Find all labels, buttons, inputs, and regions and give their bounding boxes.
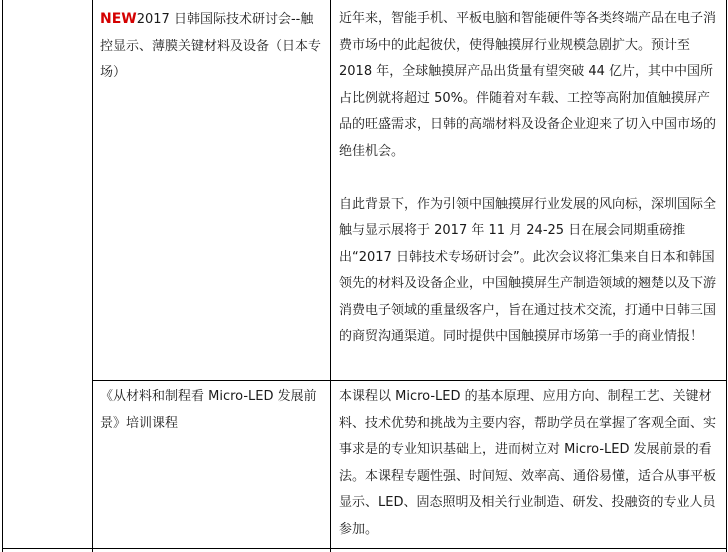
table-row	[0, 381, 728, 548]
description-paragraph: 本课程以 Micro-LED 的基本原理、应用方向、制程工艺、关键材料、技术优势和挑战为主要内容，帮助学员在掌握了客观全面、实事求是的专业知识基础上，进而树立对 Micro-LED 发展前景的看法。本课程专题性强、时间短、效率高、通俗易懂，适合从事平板显示、LED、固态照明及相关行业制造、研发、投融资的专业人员参加。	[339, 389, 717, 537]
row-title: 《从材料和制程看 Micro-LED 发展前景》培训课程	[100, 389, 317, 431]
row-description-cell	[339, 6, 719, 351]
table-bottom-border	[2, 548, 727, 549]
description-paragraph: 自此背景下，作为引领中国触摸屏行业发展的风向标，深圳国际全触与显示展将于 2017 年 11 月 24-25 日在展会同期重磅推出“2017 日韩技术专场研讨会”。此次会议将汇集来自日本和韩国领先的材料及设备企业，中国触摸屏生产制造领域的翘楚以及下游消费电子领域的重量级客户，旨在通过技术交流，打通中日韩三国的商贸沟通渠道。同时提供中国触摸屏市场第一手的商业情报！	[339, 196, 717, 344]
row-title-cell	[100, 384, 325, 437]
new-badge: NEW	[100, 11, 137, 27]
description-paragraph: 近年来，智能手机、平板电脑和智能硬件等各类终端产品在电子消费市场中的此起彼伏，使得触摸屏行业规模急剧扩大。预计至 2018 年，全球触摸屏产品出货量有望突破 44 亿片，其中中国所占比例就将超过 50%。伴随着对车载、工控等高附加值触摸屏产品的旺盛需求，日韩的高端材料及设备企业迎来了切入中国市场的绝佳机会。	[339, 11, 717, 159]
row-title: 2017 日韩国际技术研讨会--触控显示、薄膜关键材料及设备（日本专场）	[100, 12, 322, 80]
row-description-cell	[339, 384, 719, 543]
row-title-cell	[100, 6, 325, 87]
